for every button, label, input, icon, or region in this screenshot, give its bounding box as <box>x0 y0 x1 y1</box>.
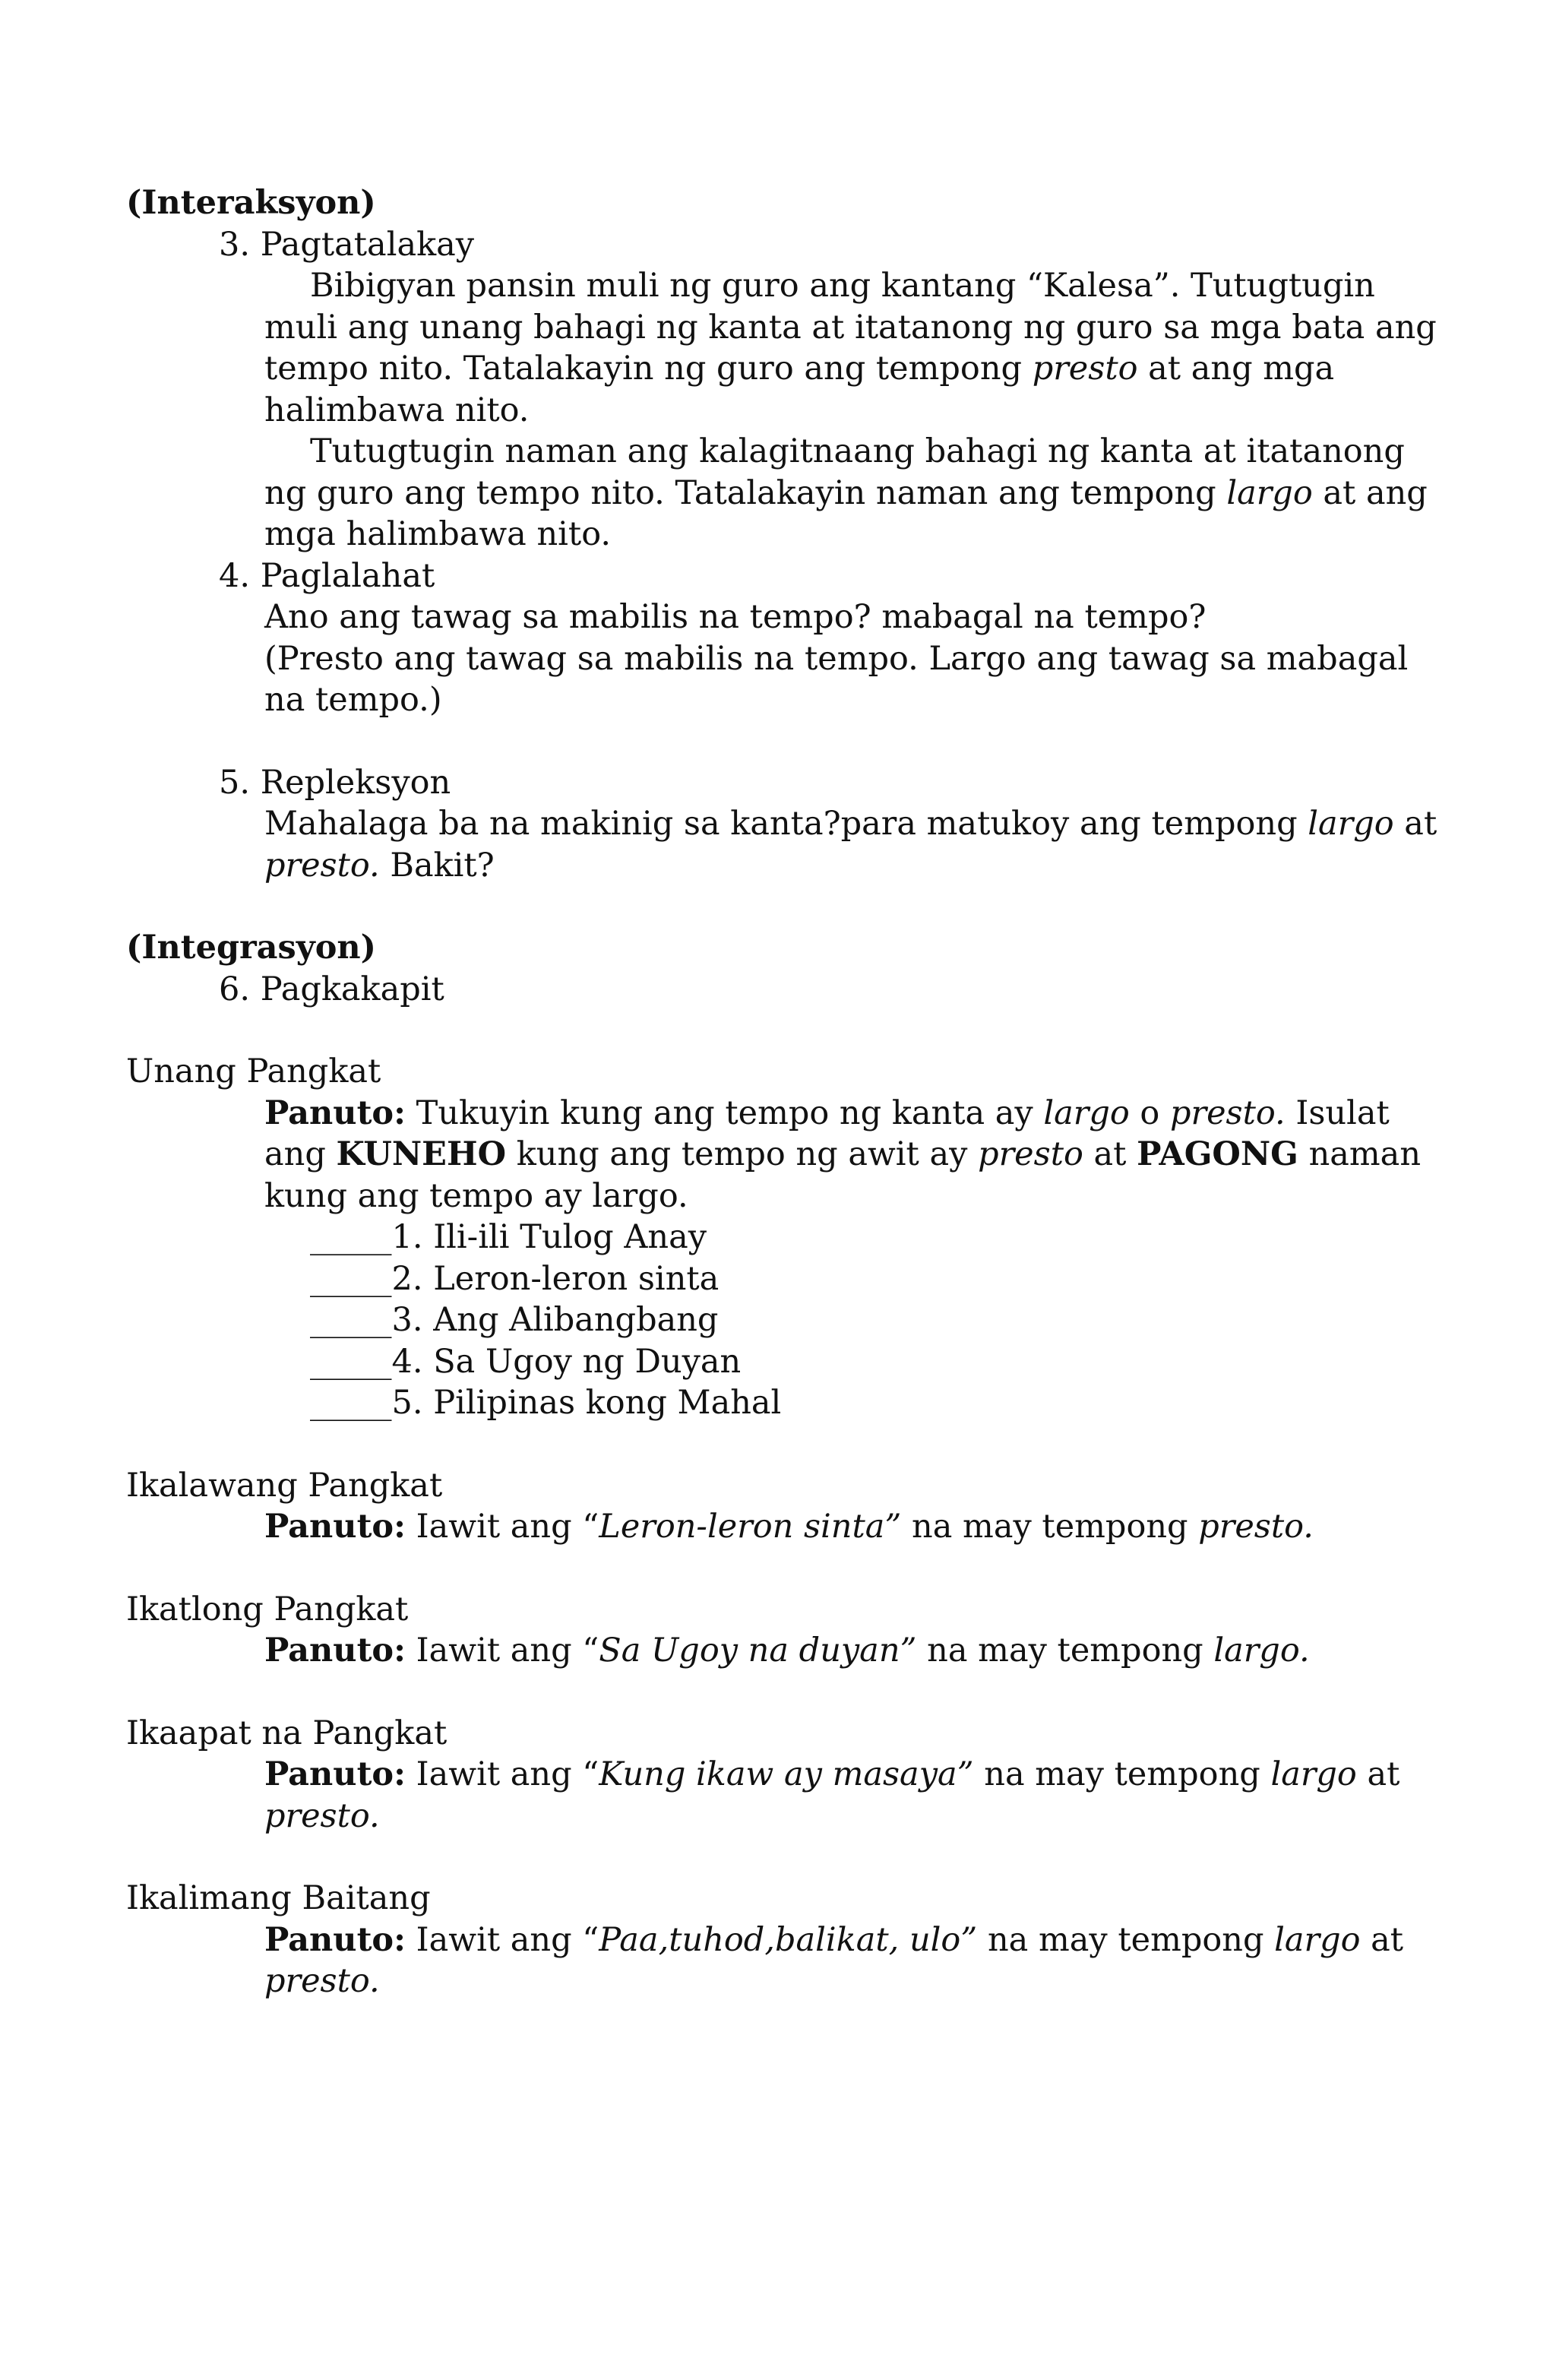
item-3-paragraph-1-line-2: muli ang unang bahagi ng kanta at itatanong ng guro sa mga bata ang <box>264 308 1437 347</box>
group-1-name: Unang Pangkat <box>126 1052 381 1090</box>
spacer <box>126 1424 1503 1465</box>
text-run: Iawit ang “ <box>405 1755 599 1793</box>
group-4-instruction-line-2: presto. <box>264 1796 380 1835</box>
instruction-label: Panuto: <box>264 1755 406 1793</box>
text-run: Mahalaga ba na makinig sa kanta?para matukoy ang tempong <box>264 805 1308 843</box>
text-run: na may tempong <box>916 1632 1214 1669</box>
song-title: Sa Ugoy na duyan” <box>599 1632 917 1669</box>
emphasis-largo: largo <box>1226 473 1313 512</box>
item-3-paragraph-1-line-3 <box>126 348 1503 390</box>
item-5-line-1 <box>126 803 1503 845</box>
instruction-label: Panuto: <box>264 1632 406 1669</box>
spacer <box>126 1010 1503 1051</box>
text-run: Tukuyin kung ang tempo ng kanta ay <box>405 1093 1044 1132</box>
text-run: Bakit? <box>379 846 495 885</box>
group-5-name: Ikalimang Baitang <box>126 1879 431 1917</box>
item-4-line-2: (Presto ang tawag sa mabilis na tempo. Largo ang tawag sa mabagal <box>264 639 1409 678</box>
text-run: naman <box>1298 1135 1422 1173</box>
group-3-name: Ikatlong Pangkat <box>126 1590 409 1628</box>
group-2-name: Ikalawang Pangkat <box>126 1466 443 1505</box>
song-title: Leron-leron sinta” <box>599 1508 902 1546</box>
item-4-title: 4. Paglalahat <box>219 556 435 595</box>
song-title: Paa,tuhod,balikat, ulo” <box>599 1920 978 1959</box>
text-run: at ang <box>1312 473 1428 512</box>
section-heading-integrasyon: (Integrasyon) <box>126 929 377 967</box>
section-heading-interaksyon: (Interaksyon) <box>126 184 376 222</box>
text-run: na may tempong <box>977 1920 1275 1959</box>
text-run: at <box>1360 1920 1404 1959</box>
emphasis-presto: presto. <box>1169 1093 1286 1132</box>
emphasis-presto: presto <box>978 1135 1083 1173</box>
item-5-title: 5. Repleksyon <box>219 763 451 802</box>
text-run: at <box>1083 1135 1137 1173</box>
spacer <box>126 1548 1503 1589</box>
group-3-instruction <box>126 1630 1503 1672</box>
item-3-paragraph-2-line-1: Tutugtugin naman ang kalagitnaang bahagi ng kanta at itatanong <box>310 432 1405 470</box>
group-4-name: Ikaapat na Pangkat <box>126 1714 448 1752</box>
list-item: _____4. Sa Ugoy ng Duyan <box>310 1342 742 1381</box>
emphasis-largo: largo <box>1308 805 1394 843</box>
spacer <box>126 886 1503 927</box>
instruction-label: Panuto: <box>264 1093 406 1132</box>
group-1-instruction-line-3: kung ang tempo ay largo. <box>264 1176 688 1215</box>
text-run: at ang mga <box>1137 350 1335 388</box>
emphasis-largo: largo <box>1043 1093 1130 1132</box>
text-run: Iawit ang “ <box>405 1508 599 1546</box>
item-4-line-1: Ano ang tawag sa mabilis na tempo? mabagal na tempo? <box>264 598 1207 636</box>
emphasis-presto: presto <box>1032 350 1138 388</box>
item-5-line-2 <box>126 845 1503 887</box>
item-3-paragraph-2-line-3: mga halimbawa nito. <box>264 515 612 553</box>
emphasis-largo: largo <box>1270 1755 1357 1793</box>
text-run: ang <box>264 1135 337 1173</box>
group-1-instruction-line-2 <box>126 1134 1503 1176</box>
text-run: at <box>1356 1755 1400 1793</box>
emphasis-presto: presto. <box>1198 1508 1314 1546</box>
list-item: _____3. Ang Alibangbang <box>310 1301 719 1339</box>
item-4-line-3: na tempo.) <box>264 681 442 719</box>
group-5-instruction-line-2: presto. <box>264 1962 380 2000</box>
item-3-paragraph-1-line-1: Bibigyan pansin muli ng guro ang kantang “Kalesa”. Tutugtugin <box>310 267 1375 305</box>
group-4-instruction-line-1 <box>126 1754 1503 1796</box>
item-3-paragraph-1-line-4: halimbawa nito. <box>264 391 530 429</box>
item-6-title: 6. Pagkakapit <box>219 970 444 1008</box>
song-title: Kung ikaw ay masaya” <box>599 1755 974 1793</box>
item-3-paragraph-2-line-2 <box>126 473 1503 514</box>
list-item: _____2. Leron-leron sinta <box>310 1259 719 1298</box>
list-item: _____5. Pilipinas kong Mahal <box>310 1384 782 1422</box>
instruction-label: Panuto: <box>264 1920 406 1959</box>
list-item: _____1. Ili-ili Tulog Anay <box>310 1218 707 1256</box>
text-run: tempo nito. Tatalakayin ng guro ang tempong <box>264 350 1033 388</box>
item-3-title: 3. Pagtatalakay <box>219 225 475 264</box>
spacer <box>126 1837 1503 1878</box>
text-run: na may tempong <box>973 1755 1271 1793</box>
group-5-instruction-line-1 <box>126 1920 1503 1961</box>
keyword-kuneho: KUNEHO <box>336 1135 507 1173</box>
text-run: o <box>1129 1093 1170 1132</box>
text-run: ng guro ang tempo nito. Tatalakayin naman ang tempong <box>264 473 1227 512</box>
instruction-label: Panuto: <box>264 1508 406 1546</box>
text-run: at <box>1393 805 1437 843</box>
emphasis-presto: presto. <box>264 846 380 885</box>
emphasis-largo: largo. <box>1213 1632 1310 1669</box>
group-2-instruction <box>126 1506 1503 1548</box>
text-run: Iawit ang “ <box>405 1920 599 1959</box>
group-1-instruction-line-1 <box>126 1093 1503 1135</box>
emphasis-largo: largo <box>1274 1920 1361 1959</box>
text-run: na may tempong <box>901 1508 1199 1546</box>
text-run: Iawit ang “ <box>405 1632 599 1669</box>
text-run: kung ang tempo ng awit ay <box>506 1135 979 1173</box>
spacer <box>126 1672 1503 1713</box>
spacer <box>126 721 1503 762</box>
keyword-pagong: PAGONG <box>1137 1135 1298 1173</box>
text-run: Isulat <box>1285 1093 1390 1132</box>
